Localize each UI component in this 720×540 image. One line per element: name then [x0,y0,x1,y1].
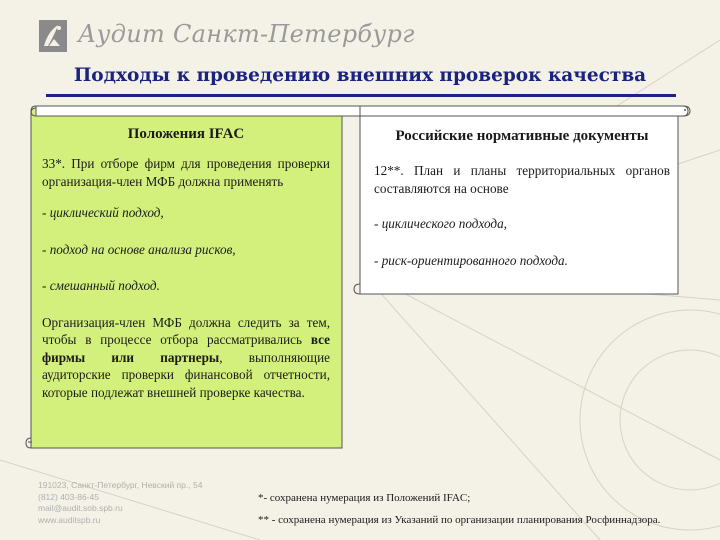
title-underline [46,94,676,97]
russian-docs-panel [374,120,670,288]
contact-website: www.auditspb.ru [38,514,101,525]
ifac-panel [42,120,330,401]
ifac-item-mixed: - смешанный подход. [42,278,160,293]
contact-email: mail@audit.sob.spb.ru [38,503,123,513]
ifac-conclusion-emphasis: все фирмы или партнеры [42,332,330,365]
ifac-conclusion [42,314,330,402]
contact-info [38,480,202,526]
contact-address: 191023, Санкт-Петербург, Невский пр., 54 [38,480,203,490]
russian-docs-intro: 12**. План и планы территориальных органов составляются на основе [374,163,670,196]
ifac-intro: 33*. При отборе фирм для проведения проверки организация-член МФБ должна применять [42,156,330,189]
slide-title: Подходы к проведению внешних проверок качества [73,65,647,86]
footnote-ifac: *- сохранена нумерация из Положений IFAC; [258,492,471,504]
logo-icon [38,19,68,53]
ifac-item-cyclic: - циклический подход, [42,205,164,220]
russian-docs-item-risk: - риск-ориентированного подхода. [374,252,568,268]
ifac-item-risk: - подход на основе анализа рисков, [42,241,236,257]
ifac-conclusion-start: Организация-член МФБ должна следить за тем, чтобы в процессе отбора рассматривались [42,314,330,347]
ifac-conclusion-end: , выполняющие аудиторские проверки финансовой отчетности, которые подлежат внешней проверке качества. [42,349,330,400]
ifac-heading: Положения IFAC [127,126,245,142]
russian-docs-item-cyclic: - циклического подхода, [374,216,507,231]
footnote-rosfinnadzor: ** - сохранена нумерация из Указаний по организации планирования Росфиннадзора. [258,514,661,526]
footnotes [258,487,660,531]
contact-phone: (812) 403-86-45 [38,491,99,502]
russian-docs-heading: Российские нормативные документы [395,128,649,144]
brand-name: Аудит Санкт-Петербург [78,20,415,48]
